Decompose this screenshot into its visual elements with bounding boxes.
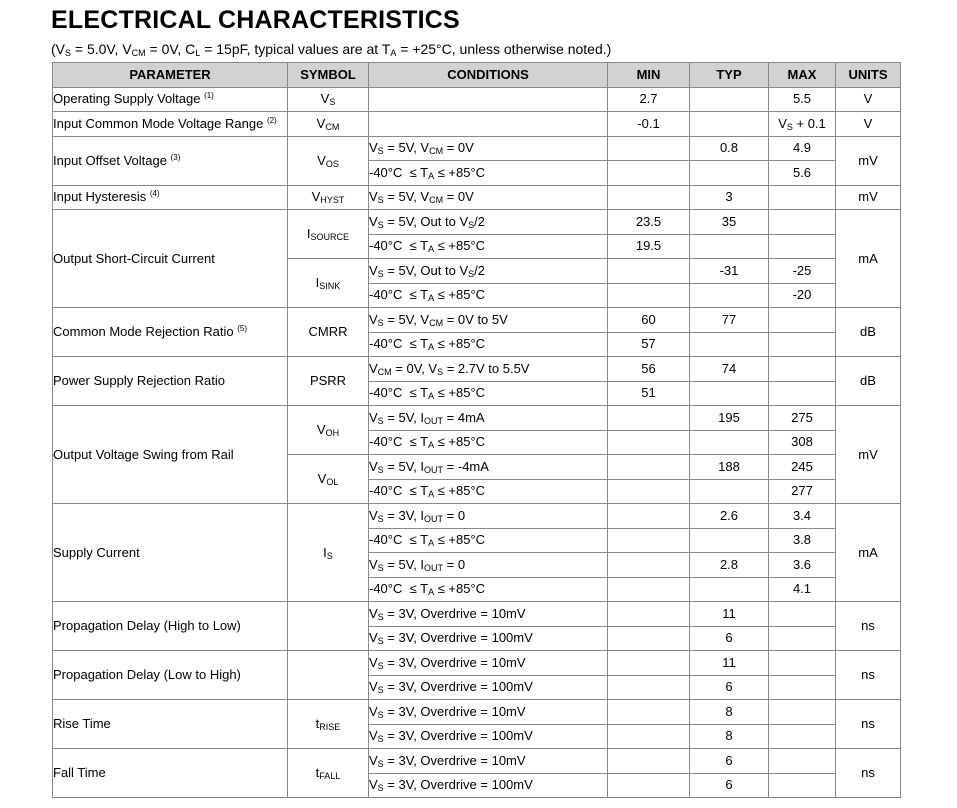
max-cell: 4.1 xyxy=(769,577,836,602)
typ-cell: 8 xyxy=(690,724,769,749)
max-cell xyxy=(769,749,836,774)
conditions-cell: $V_S = 3V$, Overdrive = 100mV xyxy=(369,773,608,798)
table-row xyxy=(53,700,901,725)
max-cell xyxy=(769,308,836,333)
conditions-cell: $V_{CM} = 0V$, $V_S = 2.7V$ to 5.5V xyxy=(369,357,608,382)
max-cell: 245 xyxy=(769,455,836,480)
header-units: UNITS xyxy=(836,63,901,88)
table-row xyxy=(53,87,901,112)
min-cell xyxy=(608,504,690,529)
max-cell: 5.6 xyxy=(769,161,836,186)
min-cell xyxy=(608,479,690,504)
units-cell: mA xyxy=(836,504,901,602)
min-cell xyxy=(608,185,690,210)
parameter-cell xyxy=(53,357,288,406)
typ-cell: 6 xyxy=(690,626,769,651)
footnote-marker: (1) xyxy=(204,91,214,101)
table-row xyxy=(53,602,901,627)
units-cell: V xyxy=(836,112,901,137)
typ-cell xyxy=(690,234,769,259)
symbol-cell: CMRR xyxy=(288,308,369,357)
min-cell xyxy=(608,773,690,798)
min-cell: 23.5 xyxy=(608,210,690,235)
typ-cell xyxy=(690,112,769,137)
typ-cell: 3 xyxy=(690,185,769,210)
parameter-cell xyxy=(53,210,288,308)
parameter-name: Rise Time xyxy=(53,716,111,731)
conditions-cell: $-40^\circ C \le T_A \le +85^\circ C$ xyxy=(369,332,608,357)
typ-cell xyxy=(690,283,769,308)
min-cell xyxy=(608,700,690,725)
parameter-name: Propagation Delay (Low to High) xyxy=(53,667,241,682)
units-cell: mV xyxy=(836,406,901,504)
min-cell: 57 xyxy=(608,332,690,357)
table-row xyxy=(53,651,901,676)
max-cell xyxy=(769,700,836,725)
max-cell xyxy=(769,357,836,382)
symbol-cell: $V_{CM}$ xyxy=(288,112,369,137)
parameter-cell xyxy=(53,112,288,137)
max-cell: 308 xyxy=(769,430,836,455)
max-cell xyxy=(769,332,836,357)
min-cell xyxy=(608,553,690,578)
max-cell: 3.8 xyxy=(769,528,836,553)
conditions-cell xyxy=(369,112,608,137)
max-cell xyxy=(769,773,836,798)
min-cell xyxy=(608,626,690,651)
parameter-cell xyxy=(53,651,288,700)
symbol-cell: $V_{OS}$ xyxy=(288,136,369,185)
max-cell: $V_S + 0.1$ xyxy=(769,112,836,137)
max-cell xyxy=(769,381,836,406)
parameter-name: Input Offset Voltage xyxy=(53,152,167,168)
conditions-cell: $V_S = 3V$, Overdrive = 100mV xyxy=(369,626,608,651)
footnote-marker: (5) xyxy=(237,324,248,333)
header-symbol: SYMBOL xyxy=(288,63,369,88)
units-cell: ns xyxy=(836,651,901,700)
parameter-cell xyxy=(53,749,288,798)
parameter-name: Output Short-Circuit Current xyxy=(53,250,215,266)
typ-cell: 77 xyxy=(690,308,769,333)
units-cell: mA xyxy=(836,210,901,308)
typ-cell xyxy=(690,381,769,406)
units-cell: dB xyxy=(836,308,901,357)
max-cell: -20 xyxy=(769,283,836,308)
symbol-cell: PSRR xyxy=(288,357,369,406)
conditions-cell: $V_S = 3V$, Overdrive = 10mV xyxy=(369,651,608,676)
symbol-cell: $I_{SINK}$ xyxy=(288,259,369,308)
table-body xyxy=(53,87,901,798)
symbol-cell xyxy=(288,651,369,700)
conditions-cell: $-40^\circ C \le T_A \le +85^\circ C$ xyxy=(369,430,608,455)
parameter-cell xyxy=(53,406,288,504)
header-conditions: CONDITIONS xyxy=(369,63,608,88)
conditions-cell: $-40^\circ C \le T_A \le +85^\circ C$ xyxy=(369,479,608,504)
conditions-cell: $V_S = 5V$, Out to $V_S/2$ xyxy=(369,210,608,235)
min-cell: 56 xyxy=(608,357,690,382)
header-min: MIN xyxy=(608,63,690,88)
conditions-cell: $V_S = 5V$, $V_{CM} = 0V$ to 5V xyxy=(369,308,608,333)
table-row xyxy=(53,112,901,137)
min-cell xyxy=(608,577,690,602)
typ-cell: 6 xyxy=(690,675,769,700)
conditions-cell: $-40^\circ C \le T_A \le +85^\circ C$ xyxy=(369,381,608,406)
max-cell: 4.9 xyxy=(769,136,836,161)
conditions-cell: $V_S = 3V$, Overdrive = 100mV xyxy=(369,675,608,700)
conditions-cell: $V_S = 3V$, Overdrive = 10mV xyxy=(369,700,608,725)
conditions-cell: $V_S = 5V$, $V_{CM} = 0V$ xyxy=(369,185,608,210)
table-row xyxy=(53,210,901,235)
parameter-name: Input Hysteresis xyxy=(53,189,147,205)
table-header-row xyxy=(53,63,901,88)
conditions-cell: $V_S = 5V$, Out to $V_S/2$ xyxy=(369,259,608,284)
conditions-cell: $-40^\circ C \le T_A \le +85^\circ C$ xyxy=(369,161,608,186)
electrical-characteristics-table xyxy=(52,62,901,798)
min-cell xyxy=(608,430,690,455)
max-cell: 3.4 xyxy=(769,504,836,529)
min-cell: 51 xyxy=(608,381,690,406)
parameter-cell xyxy=(53,185,288,210)
symbol-cell: $V_S$ xyxy=(288,87,369,112)
max-cell xyxy=(769,675,836,700)
max-cell: 3.6 xyxy=(769,553,836,578)
conditions-cell: $-40^\circ C \le T_A \le +85^\circ C$ xyxy=(369,528,608,553)
units-cell: V xyxy=(836,87,901,112)
typ-cell: 35 xyxy=(690,210,769,235)
typ-cell xyxy=(690,577,769,602)
parameter-name: Supply Current xyxy=(53,544,140,560)
min-cell xyxy=(608,602,690,627)
units-cell: mV xyxy=(836,136,901,185)
max-cell: -25 xyxy=(769,259,836,284)
max-cell xyxy=(769,185,836,210)
max-cell xyxy=(769,626,836,651)
typ-cell xyxy=(690,430,769,455)
min-cell: 19.5 xyxy=(608,234,690,259)
table-row xyxy=(53,357,901,382)
max-cell xyxy=(769,210,836,235)
typ-cell xyxy=(690,528,769,553)
typ-cell: 6 xyxy=(690,749,769,774)
max-cell xyxy=(769,651,836,676)
test-conditions-note: ($V_S = 5.0V$, $V_{CM} = 0V$, $C_L = 15pF$, typical values are at $T_A = +25^\circ C$, unless otherwise noted.) xyxy=(51,41,612,58)
typ-cell: 2.8 xyxy=(690,553,769,578)
min-cell xyxy=(608,161,690,186)
table-row xyxy=(53,406,901,431)
parameter-name: Power Supply Rejection Ratio xyxy=(53,373,225,388)
units-cell: ns xyxy=(836,602,901,651)
max-cell: 277 xyxy=(769,479,836,504)
typ-cell: 8 xyxy=(690,700,769,725)
min-cell xyxy=(608,259,690,284)
symbol-cell: $V_{OL}$ xyxy=(288,455,369,504)
max-cell xyxy=(769,602,836,627)
min-cell xyxy=(608,406,690,431)
min-cell xyxy=(608,724,690,749)
typ-cell xyxy=(690,479,769,504)
max-cell xyxy=(769,724,836,749)
footnote-marker: (3) xyxy=(170,152,181,162)
units-cell: ns xyxy=(836,700,901,749)
symbol-cell: $I_S$ xyxy=(288,504,369,602)
page-title: ELECTRICAL CHARACTERISTICS xyxy=(51,6,460,34)
min-cell xyxy=(608,283,690,308)
parameter-name: Output Voltage Swing from Rail xyxy=(53,446,234,462)
parameter-name: Common Mode Rejection Ratio xyxy=(53,324,234,339)
conditions-cell: $V_S = 3V$, $I_{OUT} = 0$ xyxy=(369,504,608,529)
parameter-name: Fall Time xyxy=(53,765,106,780)
conditions-cell: $V_S = 5V$, $V_{CM} = 0V$ xyxy=(369,136,608,161)
conditions-cell: $V_S = 5V$, $I_{OUT} = 4mA$ xyxy=(369,406,608,431)
typ-cell xyxy=(690,87,769,112)
typ-cell: -31 xyxy=(690,259,769,284)
max-cell xyxy=(769,234,836,259)
max-cell: 275 xyxy=(769,406,836,431)
table-row xyxy=(53,749,901,774)
symbol-cell: $I_{SOURCE}$ xyxy=(288,210,369,259)
parameter-cell xyxy=(53,700,288,749)
header-max: MAX xyxy=(769,63,836,88)
conditions-cell: $V_S = 5V$, $I_{OUT} = -4mA$ xyxy=(369,455,608,480)
conditions-cell xyxy=(369,87,608,112)
typ-cell: 0.8 xyxy=(690,136,769,161)
footnote-marker: (2) xyxy=(266,115,277,125)
min-cell xyxy=(608,136,690,161)
parameter-cell xyxy=(53,136,288,185)
max-cell: 5.5 xyxy=(769,87,836,112)
units-cell: ns xyxy=(836,749,901,798)
table-row xyxy=(53,136,901,161)
typ-cell: 11 xyxy=(690,602,769,627)
typ-cell xyxy=(690,332,769,357)
typ-cell: 74 xyxy=(690,357,769,382)
symbol-cell: $V_{OH}$ xyxy=(288,406,369,455)
typ-cell: 195 xyxy=(690,406,769,431)
typ-cell: 11 xyxy=(690,651,769,676)
parameter-cell xyxy=(53,87,288,112)
min-cell: -0.1 xyxy=(608,112,690,137)
conditions-cell: $V_S = 5V$, $I_{OUT} = 0$ xyxy=(369,553,608,578)
conditions-cell: $V_S = 3V$, Overdrive = 10mV xyxy=(369,602,608,627)
conditions-cell: $-40^\circ C \le T_A \le +85^\circ C$ xyxy=(369,234,608,259)
typ-cell: 6 xyxy=(690,773,769,798)
header-typ: TYP xyxy=(690,63,769,88)
min-cell xyxy=(608,528,690,553)
table-row xyxy=(53,308,901,333)
table-row xyxy=(53,504,901,529)
header-parameter: PARAMETER xyxy=(53,63,288,88)
parameter-name: Input Common Mode Voltage Range xyxy=(53,115,264,131)
parameter-cell xyxy=(53,308,288,357)
units-cell: dB xyxy=(836,357,901,406)
parameter-cell xyxy=(53,602,288,651)
conditions-cell: $V_S = 3V$, Overdrive = 100mV xyxy=(369,724,608,749)
symbol-cell xyxy=(288,602,369,651)
conditions-cell: $-40^\circ C \le T_A \le +85^\circ C$ xyxy=(369,577,608,602)
units-cell: mV xyxy=(836,185,901,210)
symbol-cell: $t_{RISE}$ xyxy=(288,700,369,749)
min-cell xyxy=(608,455,690,480)
typ-cell: 2.6 xyxy=(690,504,769,529)
min-cell: 2.7 xyxy=(608,87,690,112)
table-row xyxy=(53,185,901,210)
conditions-cell: $-40^\circ C \le T_A \le +85^\circ C$ xyxy=(369,283,608,308)
symbol-cell: $V_{HYST}$ xyxy=(288,185,369,210)
parameter-name: Operating Supply Voltage xyxy=(53,91,201,107)
symbol-cell: $t_{FALL}$ xyxy=(288,749,369,798)
min-cell xyxy=(608,651,690,676)
conditions-cell: $V_S = 3V$, Overdrive = 10mV xyxy=(369,749,608,774)
parameter-name: Propagation Delay (High to Low) xyxy=(53,618,241,633)
footnote-marker: (4) xyxy=(149,189,160,199)
min-cell: 60 xyxy=(608,308,690,333)
parameter-cell xyxy=(53,504,288,602)
min-cell xyxy=(608,749,690,774)
typ-cell: 188 xyxy=(690,455,769,480)
typ-cell xyxy=(690,161,769,186)
min-cell xyxy=(608,675,690,700)
